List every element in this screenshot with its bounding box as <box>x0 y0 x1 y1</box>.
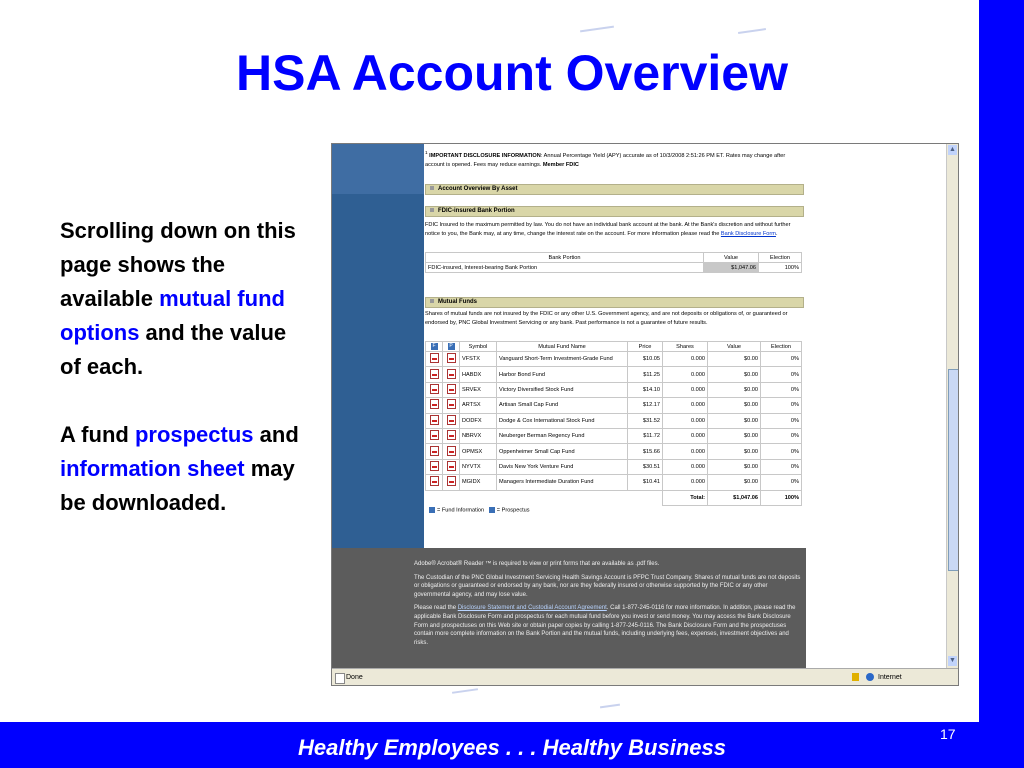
column-header: Price <box>628 342 663 352</box>
column-header <box>426 342 443 352</box>
table-cell: Vanguard Short-Term Investment-Grade Fund <box>497 352 628 367</box>
prospectus-pdf-icon[interactable] <box>447 461 456 471</box>
column-header: Election <box>761 342 802 352</box>
table-cell: 0% <box>761 428 802 443</box>
fund-info-pdf-icon[interactable] <box>430 430 439 440</box>
fund-info-pdf-icon[interactable] <box>430 353 439 363</box>
table-cell <box>443 352 460 367</box>
decorative-stroke <box>600 704 620 709</box>
bullet-icon <box>430 208 434 212</box>
table-cell: SRVEX <box>460 382 497 397</box>
slide-body-text <box>60 214 300 554</box>
table-cell: DODFX <box>460 413 497 428</box>
total-label: Total: <box>663 490 708 505</box>
page-icon <box>335 673 345 684</box>
table-cell: $14.10 <box>628 382 663 397</box>
bullet-icon <box>430 299 434 303</box>
table-cell: $0.00 <box>708 382 761 397</box>
text-run: may be downloaded. <box>60 456 295 515</box>
table-cell <box>426 459 443 474</box>
table-cell: $10.41 <box>628 475 663 490</box>
text-run: FDIC Insured to the maximum permitted by law. You do not have an individual bank account at the bank. At the Bank's discretion and without further notice to you, the Bank may, at any time, change the interest rate on the account. For more information please read the <box>425 222 791 237</box>
table-cell: $10.05 <box>628 352 663 367</box>
page-number: 17 <box>940 726 956 742</box>
table-cell: ARTSX <box>460 398 497 413</box>
text-run: . <box>775 230 778 237</box>
zone-text: Internet <box>878 674 902 681</box>
slide-footer: Healthy Employees . . . Healthy Business <box>298 735 726 760</box>
table-cell <box>426 428 443 443</box>
bullet-icon <box>430 186 434 190</box>
fund-info-pdf-icon[interactable] <box>430 446 439 456</box>
table-cell: Victory Diversified Stock Fund <box>497 382 628 397</box>
section-header-account-overview <box>425 184 804 195</box>
table-cell <box>426 367 443 382</box>
table-cell: $0.00 <box>708 475 761 490</box>
fund-info-pdf-icon[interactable] <box>430 369 439 379</box>
table-cell <box>443 413 460 428</box>
text-run: Please read the <box>414 605 458 612</box>
highlight-text: prospectus <box>134 422 254 447</box>
section-title: Mutual Funds <box>438 299 477 305</box>
table-cell: 0% <box>761 444 802 459</box>
column-header: Value <box>704 253 759 263</box>
text-run: and <box>253 422 299 447</box>
table-cell: 0.000 <box>663 413 708 428</box>
slide-title: HSA Account Overview <box>235 45 788 101</box>
left-nav-header <box>332 144 424 194</box>
fund-info-pdf-icon[interactable] <box>430 399 439 409</box>
fdic-description <box>425 221 800 239</box>
table-cell: MGIDX <box>460 475 497 490</box>
footnote-marker: 1 <box>425 150 428 155</box>
table-cell <box>426 398 443 413</box>
browser-status-bar <box>332 668 958 686</box>
fund-row <box>426 398 802 413</box>
fund-row <box>426 459 802 474</box>
disclaimer-footer <box>332 548 806 668</box>
table-row <box>426 263 802 273</box>
decorative-stroke <box>580 26 614 33</box>
column-header: Shares <box>663 342 708 352</box>
fund-info-pdf-icon[interactable] <box>430 461 439 471</box>
fund-info-pdf-icon[interactable] <box>430 384 439 394</box>
table-cell: Davis New York Venture Fund <box>497 459 628 474</box>
table-cell: Neuberger Berman Regency Fund <box>497 428 628 443</box>
table-cell: $11.25 <box>628 367 663 382</box>
prospectus-pdf-icon[interactable] <box>447 384 456 394</box>
table-cell: Dodge & Cox International Stock Fund <box>497 413 628 428</box>
section-header-mutual-funds <box>425 297 804 308</box>
fund-row <box>426 413 802 428</box>
table-cell: $0.00 <box>708 352 761 367</box>
column-header <box>443 342 460 352</box>
right-blue-band <box>979 0 1024 768</box>
scroll-down-icon[interactable]: ▼ <box>949 657 956 664</box>
table-cell: 0% <box>761 475 802 490</box>
icon-legend <box>429 507 530 513</box>
text-run: and the value of each. <box>60 320 287 379</box>
column-header: Election <box>759 253 802 263</box>
column-header: Bank Portion <box>426 253 704 263</box>
prospectus-pdf-icon[interactable] <box>447 399 456 409</box>
table-cell: 0.000 <box>663 382 708 397</box>
table-cell: $0.00 <box>708 398 761 413</box>
column-header: Mutual Fund Name <box>497 342 628 352</box>
fund-info-pdf-icon[interactable] <box>430 415 439 425</box>
fund-row <box>426 352 802 367</box>
prospectus-pdf-icon[interactable] <box>447 446 456 456</box>
disclosure-text: : Annual Percentage Yield (APY) accurate as of 10/3/2008 2:51:26 PM ET. Rates may change after account is opened. Fees may reduce earnings. <box>425 152 786 168</box>
scroll-up-icon[interactable]: ▲ <box>949 146 956 153</box>
table-cell <box>443 382 460 397</box>
status-text: Done <box>346 674 363 681</box>
footer-paragraph: Adobe® Acrobat® Reader ™ is required to view or print forms that are available as .pdf files. <box>414 561 660 567</box>
bank-portion-table <box>425 252 802 273</box>
fund-row <box>426 444 802 459</box>
column-header: Symbol <box>460 342 497 352</box>
table-cell: Oppenheimer Small Cap Fund <box>497 444 628 459</box>
mutual-funds-table <box>425 341 802 506</box>
left-nav-panel <box>332 144 424 548</box>
legend-text: = Prospectus <box>496 507 530 514</box>
text-run: A fund <box>60 422 135 447</box>
section-title: Account Overview By Asset <box>438 186 518 192</box>
table-cell: 0% <box>761 352 802 367</box>
highlight-text: information sheet <box>60 456 245 481</box>
table-cell <box>443 475 460 490</box>
body-paragraph-1 <box>60 214 300 384</box>
globe-icon <box>866 673 874 681</box>
text-run: . Call 1-877-245-0116 for more information. In addition, please read the applicable Bank Disclosure Form and prospectus for each mutual fund before you invest or send money. You may access the Bank Disclosure Form and prospectuses on this Web site or obtain paper copies by calling 1-877-245-0116. The Bank Disclosure Form and the prospectuses contain more complete information on the Bank Portion and the mutual funds, including underlying fees, expenses, investment objectives and risks. <box>414 605 796 646</box>
table-cell: VFSTX <box>460 352 497 367</box>
fund-row <box>426 367 802 382</box>
table-cell <box>426 413 443 428</box>
table-cell: 0.000 <box>663 475 708 490</box>
table-cell: 0% <box>761 398 802 413</box>
table-cell: $15.66 <box>628 444 663 459</box>
prospectus-pdf-icon[interactable] <box>447 415 456 425</box>
lock-icon <box>852 673 859 681</box>
custodial-agreement-link[interactable]: Disclosure Statement and Custodial Account Agreement <box>457 605 607 612</box>
table-cell: 0.000 <box>663 398 708 413</box>
table-cell: NBRVX <box>460 428 497 443</box>
decorative-stroke <box>738 28 766 34</box>
total-election: 100% <box>761 490 802 505</box>
fund-info-icon <box>429 507 435 513</box>
prospectus-pdf-icon[interactable] <box>447 476 456 486</box>
table-cell: 0.000 <box>663 352 708 367</box>
table-cell <box>426 352 443 367</box>
fund-info-pdf-icon[interactable] <box>430 476 439 486</box>
prospectus-icon <box>489 507 495 513</box>
body-paragraph-2 <box>60 418 300 520</box>
table-cell: $0.00 <box>708 428 761 443</box>
table-cell: 0% <box>761 382 802 397</box>
section-title: FDIC-insured Bank Portion <box>438 208 515 214</box>
table-cell <box>426 382 443 397</box>
table-cell: 0.000 <box>663 428 708 443</box>
table-cell: 0.000 <box>663 444 708 459</box>
footer-paragraph: The Custodian of the PNC Global Investment Servicing Health Savings Account is PFPC Trust Company. Shares of mutual funds are not deposits or obligations or guaranteed or endorsed by any bank, nor are they federally insured or otherwise supported by the FDIC or any other governmental agency, and may lose value. <box>414 574 801 598</box>
table-cell: Managers Intermediate Duration Fund <box>497 475 628 490</box>
table-cell: 0% <box>761 367 802 382</box>
disclosure-note <box>425 148 802 170</box>
table-cell <box>443 367 460 382</box>
table-cell: $0.00 <box>708 444 761 459</box>
table-cell: FDIC-insured, Interest-bearing Bank Portion <box>426 263 704 273</box>
footer-paragraph <box>414 604 802 647</box>
table-cell: NYVTX <box>460 459 497 474</box>
table-cell: 0.000 <box>663 459 708 474</box>
table-cell: $11.72 <box>628 428 663 443</box>
fund-row <box>426 428 802 443</box>
bank-disclosure-link[interactable]: Bank Disclosure Form <box>720 230 776 237</box>
table-cell: HABDX <box>460 367 497 382</box>
column-header: Value <box>708 342 761 352</box>
table-cell: $30.51 <box>628 459 663 474</box>
table-cell: $1,047.06 <box>704 263 759 273</box>
table-cell <box>443 459 460 474</box>
table-cell: Artisan Small Cap Fund <box>497 398 628 413</box>
text-run: Scrolling down on this page shows the available <box>60 218 296 311</box>
table-cell <box>443 428 460 443</box>
browser-screenshot <box>331 143 959 686</box>
table-cell: Harbor Bond Fund <box>497 367 628 382</box>
fund-info-header-icon: F <box>432 343 436 349</box>
fund-row <box>426 475 802 490</box>
scrollbar-thumb[interactable] <box>948 369 959 571</box>
table-cell: 100% <box>759 263 802 273</box>
prospectus-pdf-icon[interactable] <box>447 430 456 440</box>
table-cell: $0.00 <box>708 459 761 474</box>
table-cell: $31.52 <box>628 413 663 428</box>
highlight-text: mutual fund options <box>60 286 285 345</box>
member-fdic: Member FDIC <box>542 161 579 168</box>
section-header-fdic <box>425 206 804 217</box>
table-cell <box>426 490 663 505</box>
table-cell: $12.17 <box>628 398 663 413</box>
table-cell: OPMSX <box>460 444 497 459</box>
mutual-funds-description: Shares of mutual funds are not insured by the FDIC or any other U.S. Government agency, and are not deposits or obligations of, or guaranteed or endorsed by, PNC Global Investment Servicing or any bank. Past performance is not a guarantee of future results. <box>425 311 788 326</box>
prospectus-header-icon: P <box>449 343 453 349</box>
vertical-scrollbar[interactable] <box>946 144 959 668</box>
table-cell: 0% <box>761 459 802 474</box>
total-row <box>426 490 802 505</box>
right-blank-area <box>806 144 946 668</box>
table-cell <box>426 444 443 459</box>
disclosure-label: IMPORTANT DISCLOSURE INFORMATION <box>429 152 541 159</box>
table-cell: 0% <box>761 413 802 428</box>
table-cell <box>443 444 460 459</box>
legend-text: = Fund Information <box>437 507 485 514</box>
table-cell: $0.00 <box>708 367 761 382</box>
prospectus-pdf-icon[interactable] <box>447 353 456 363</box>
decorative-stroke <box>452 688 478 694</box>
table-cell: $0.00 <box>708 413 761 428</box>
fund-row <box>426 382 802 397</box>
prospectus-pdf-icon[interactable] <box>447 369 456 379</box>
table-cell: 0.000 <box>663 367 708 382</box>
total-value: $1,047.06 <box>708 490 761 505</box>
table-cell <box>443 398 460 413</box>
table-cell <box>426 475 443 490</box>
